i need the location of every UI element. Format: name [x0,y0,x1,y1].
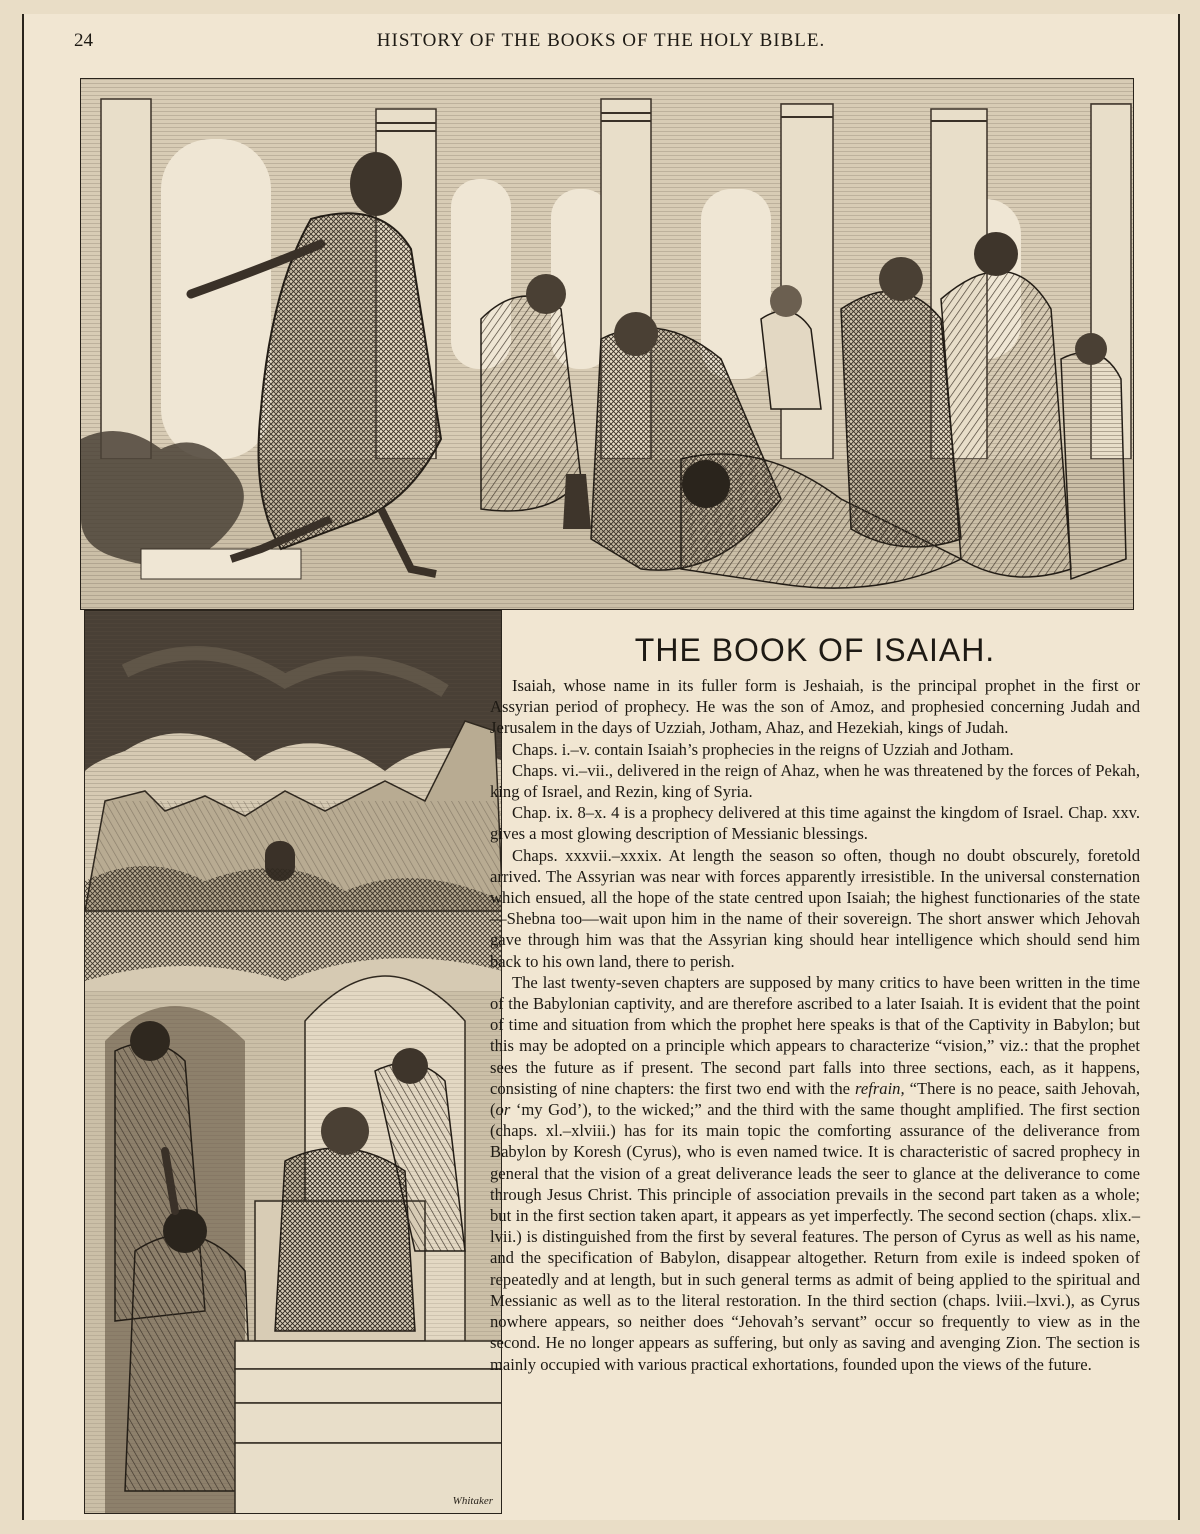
article-text-column [490,624,1140,1375]
page-header [24,28,1178,58]
running-title: HISTORY OF THE BOOKS OF THE HOLY BIBLE. [376,30,826,51]
paragraph-text: “There is no peace, saith Jehovah, ( [490,1078,1140,1120]
left-engraving-illustration [84,610,502,1514]
paragraph: Chaps. xxxvii.–xxxix. At length the season so often, though no doubt obscurely, foretold arrived. The Assyrian was near with forces apparently irresistible. In the universal consternation which ensued, all the hope of the state centred upon Isaiah; the highest functionaries of the state—Shebna too—wait upon him in the name of their sovereign. The short answer which Jehovah gave through him was that the Assyrian king should hear intelligence which should send him back to his own land, there to perish. [490,845,1140,971]
paragraph-text: ‘my God’), to the wicked;” and the third with the same thought amplified. The first section (chaps. xl.–xlviii.) has for its main topic the comforting assurance of the deliverance from Babylon by Koresh (Cyrus), who is even named twice. It is characteristic of sacred prophecy in general that the vision of a great deliverance leads the seer to glance at the deliverance to come through Jesus Christ. This principle of association prevails in the second part taken as a whole; but in the first section taken apart, it appears as yet imperfectly. The second section (chaps. xlix.–lvii.) is distinguished from the first by several features. The person of Cyrus as well as his name, and the specification of Babylon, disappear altogether. Return from exile is indeed spoken of repeatedly and at length, but in such general terms as admit of being applied to the spiritual and Messianic as well as to the literal restoration. In the third section (chaps. lviii.–lxvi.), as Cyrus nowhere appears, so neither does “Jehovah’s servant” occur so frequently to view as in the second. He no longer appears as suffering, but only as saving and avenging Zion. The section is mainly occupied with various practical exhortations, founded upon the views of the future. [490,1100,1140,1374]
artist-signature: Whitaker [452,1495,493,1507]
italic-word: or [495,1100,511,1120]
paragraph: Chaps. i.–v. contain Isaiah’s prophecies in the reigns of Uzziah and Jotham. [512,739,1014,759]
book-title: THE BOOK OF ISAIAH. [634,632,996,668]
paragraph: Isaiah, whose name in its fuller form is Jeshaiah, is the principal prophet in the first or Assyrian period of prophecy. He was the son of Amoz, and prophesied concerning Judah and Jerusalem in the days of Uzziah, Jotham, Ahaz, and Hezekiah, kings of Judah. [490,676,1140,738]
paragraph: Chap. ix. 8–x. 4 is a prophecy delivered at this time against the kingdom of Israel. Chap. xxv. gives a most glowing description of Messianic blessings. [490,803,1140,844]
engraving-prophet-temple-scene-icon [81,79,1134,610]
top-engraving-illustration [80,78,1134,610]
paragraph: Chaps. vi.–vii., delivered in the reign of Ahaz, when he was threatened by the forces of Pekah, king of Israel, and Rezin, king of Syria. [490,760,1140,802]
engraving-ruined-city-king-scene-icon [85,611,502,1514]
italic-word: refrain, [855,1078,905,1098]
paragraph-last-twenty-seven-chapters [490,972,1140,1375]
paragraph-text: The last twenty-seven chapters are supposed by many critics to have been written in the time of the Babylonian captivity, and are therefore ascribed to a later Isaiah. It is evident that the point of time and situation from which the prophet here speaks is that of the Captivity in Babylon; but this may be adopted on a principle which appears to characterize “vision,” viz.: that the prophet sees the future as if present. The second part falls into three sections, each, as it happens, consisting of nine chapters: the first two end with the [490,972,1140,1098]
page-number: 24 [74,30,93,51]
book-page [22,14,1180,1520]
